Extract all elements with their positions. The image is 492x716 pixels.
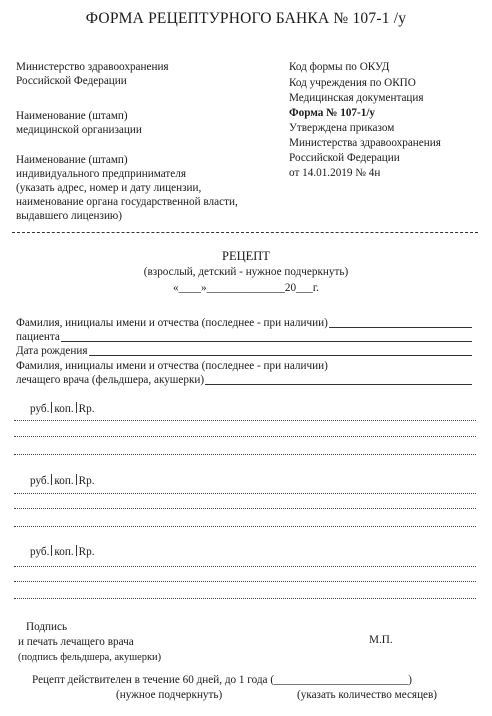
kop-label: коп.	[54, 475, 74, 487]
patient-word: пациента	[16, 331, 60, 343]
stamp-place-label: М.П.	[369, 634, 393, 646]
dob-field[interactable]	[16, 344, 472, 358]
rub-label: руб.	[30, 475, 50, 487]
signature-note: (подпись фельдшера, акушерки)	[18, 652, 162, 663]
page-title: ФОРМА РЕЦЕПТУРНОГО БАНКА № 107-1 /у	[85, 10, 407, 27]
approved-ministry: Министерства здравоохранения	[289, 137, 441, 149]
rub-label: руб.	[30, 403, 50, 415]
ip-stamp-line-1: Наименование (штамп)	[16, 154, 128, 166]
rp-3-line-2[interactable]	[14, 581, 476, 582]
ministry-line-1: Министерство здравоохранения	[16, 61, 169, 73]
rp-2-line-3[interactable]	[14, 526, 476, 527]
ministry-line-2: Российской Федерации	[16, 75, 127, 87]
ip-stamp-line-5: выдавшего лицензию)	[16, 210, 123, 222]
okud-code-label: Код формы по ОКУД	[289, 61, 390, 73]
rp-label: Rp.	[78, 475, 95, 487]
org-stamp-line-1: Наименование (штамп)	[16, 110, 128, 122]
form-number: Форма № 107-1/у	[289, 107, 376, 119]
approved-by: Утверждена приказом	[289, 122, 395, 134]
org-stamp-line-2: медицинской организации	[16, 124, 142, 136]
doctor-fio-label: Фамилия, инициалы имени и отчества (последнее - при наличии)	[16, 360, 328, 372]
doctor-name-field[interactable]	[16, 373, 472, 387]
okpo-code-label: Код учреждения по ОКПО	[289, 77, 416, 89]
recipe-type-note: (взрослый, детский - нужное подчеркнуть)	[143, 266, 349, 278]
approved-rf: Российской Федерации	[289, 152, 400, 164]
signature-label: Подпись	[26, 621, 68, 633]
rp-1-line-1[interactable]	[14, 420, 476, 421]
kop-label: коп.	[54, 403, 74, 415]
rp-1-line-2[interactable]	[14, 436, 476, 437]
patient-name-field[interactable]	[16, 330, 472, 344]
recipe-date-line[interactable]: «____»______________20___г.	[173, 282, 319, 294]
rp-label: Rp.	[78, 403, 95, 415]
rp-2-line-2[interactable]	[14, 508, 476, 509]
rp-block-2-header	[30, 474, 95, 488]
rp-3-line-1[interactable]	[14, 566, 476, 567]
dob-label: Дата рождения	[16, 345, 88, 357]
rp-2-line-1[interactable]	[14, 493, 476, 494]
rp-1-line-3[interactable]	[14, 454, 476, 455]
validity-months-note: (указать количество месяцев)	[297, 689, 438, 701]
patient-fio-label: Фамилия, инициалы имени и отчества (последнее - при наличии)	[16, 317, 328, 329]
rub-label: руб.	[30, 546, 50, 558]
validity-text[interactable]: Рецепт действителен в течение 60 дней, до 1 года (________________________)	[32, 674, 413, 686]
signature-stamp-label: и печать лечащего врача	[18, 636, 134, 648]
order-date: от 14.01.2019 № 4н	[289, 167, 381, 179]
patient-fio-field[interactable]	[16, 316, 472, 330]
header-separator	[12, 232, 478, 233]
rp-block-3-header	[30, 545, 95, 559]
rp-block-1-header	[30, 402, 95, 416]
ip-stamp-line-2: индивидуального предпринимателя	[16, 168, 186, 180]
med-doc-label: Медицинская документация	[289, 92, 424, 104]
ip-stamp-line-3: (указать адрес, номер и дату лицензии,	[16, 182, 202, 194]
rp-label: Rp.	[78, 546, 95, 558]
rp-3-line-3[interactable]	[14, 598, 476, 599]
ip-stamp-line-4: наименование органа государственной власти,	[16, 196, 238, 208]
kop-label: коп.	[54, 546, 74, 558]
doctor-sub-label: лечащего врача (фельдшера, акушерки)	[16, 374, 205, 386]
validity-choose-note: (нужное подчеркнуть)	[116, 689, 223, 701]
recipe-heading: РЕЦЕПТ	[222, 249, 270, 263]
